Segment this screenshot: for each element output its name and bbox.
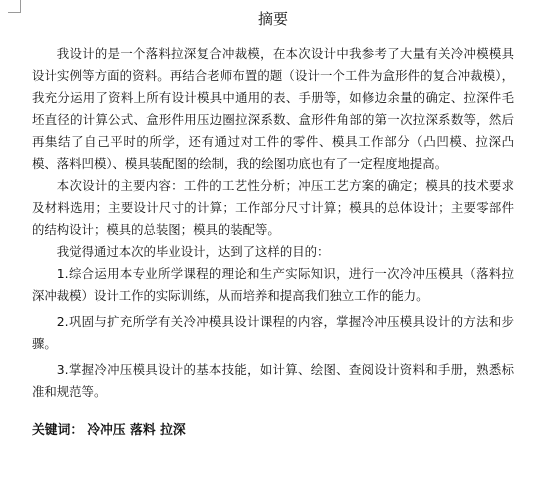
abstract-paragraph-2: 本次设计的主要内容：工件的工艺性分析；冲压工艺方案的确定；模具的技术要求及材料选用；主要设计尺寸的计算；工作部分尺寸计算；模具的总体设计；主要零部件的结构设计；模具的总装图；模具的装配等。 xyxy=(32,178,514,237)
abstract-paragraph-1: 我设计的是一个落料拉深复合冲裁模，在本次设计中我参考了大量有关冷冲模模具设计实例等方面的资料。再结合老师布置的题（设计一个工件为盒形件的复合冲裁模），我充分运用了资料上所有设计模具中通用的表、手册等，如修边余量的确定、拉深件毛坯直径的计算公式、盒形件用压边圈拉深系数、盒形件角部的第一次拉深系数等，然后再集结了自己平时的所学，还有通过对工件的零件、模具工作部分（凸凹模、拉深凸模、落料凹模）、模具装配图的绘制，我的绘图功底也有了一定程度地提高。 xyxy=(32,46,514,171)
abstract-paragraph-3: 我觉得通过本次的毕业设计，达到了这样的目的： xyxy=(56,244,330,259)
goal-item-1: 1.综合运用本专业所学课程的理论和生产实际知识，进行一次冷冲压模具（落料拉深冲裁模）设计工作的实际训练，从而培养和提高我们独立工作的能力。 xyxy=(32,266,514,303)
keywords-value: 冷冲压 落料 拉深 xyxy=(87,423,186,438)
goal-item-2: 2.巩固与扩充所学有关冷冲模具设计课程的内容，掌握冷冲压模具设计的方法和步骤。 xyxy=(32,314,514,351)
keywords-line xyxy=(32,421,514,441)
abstract-title: 摘要 xyxy=(257,10,288,28)
keywords-label: 关键词： xyxy=(32,423,84,438)
goal-item-3: 3.掌握冷冲压模具设计的基本技能，如计算、绘图、查阅设计资料和手册，熟悉标准和规范等。 xyxy=(32,362,514,399)
page-corner-mark xyxy=(8,0,21,13)
